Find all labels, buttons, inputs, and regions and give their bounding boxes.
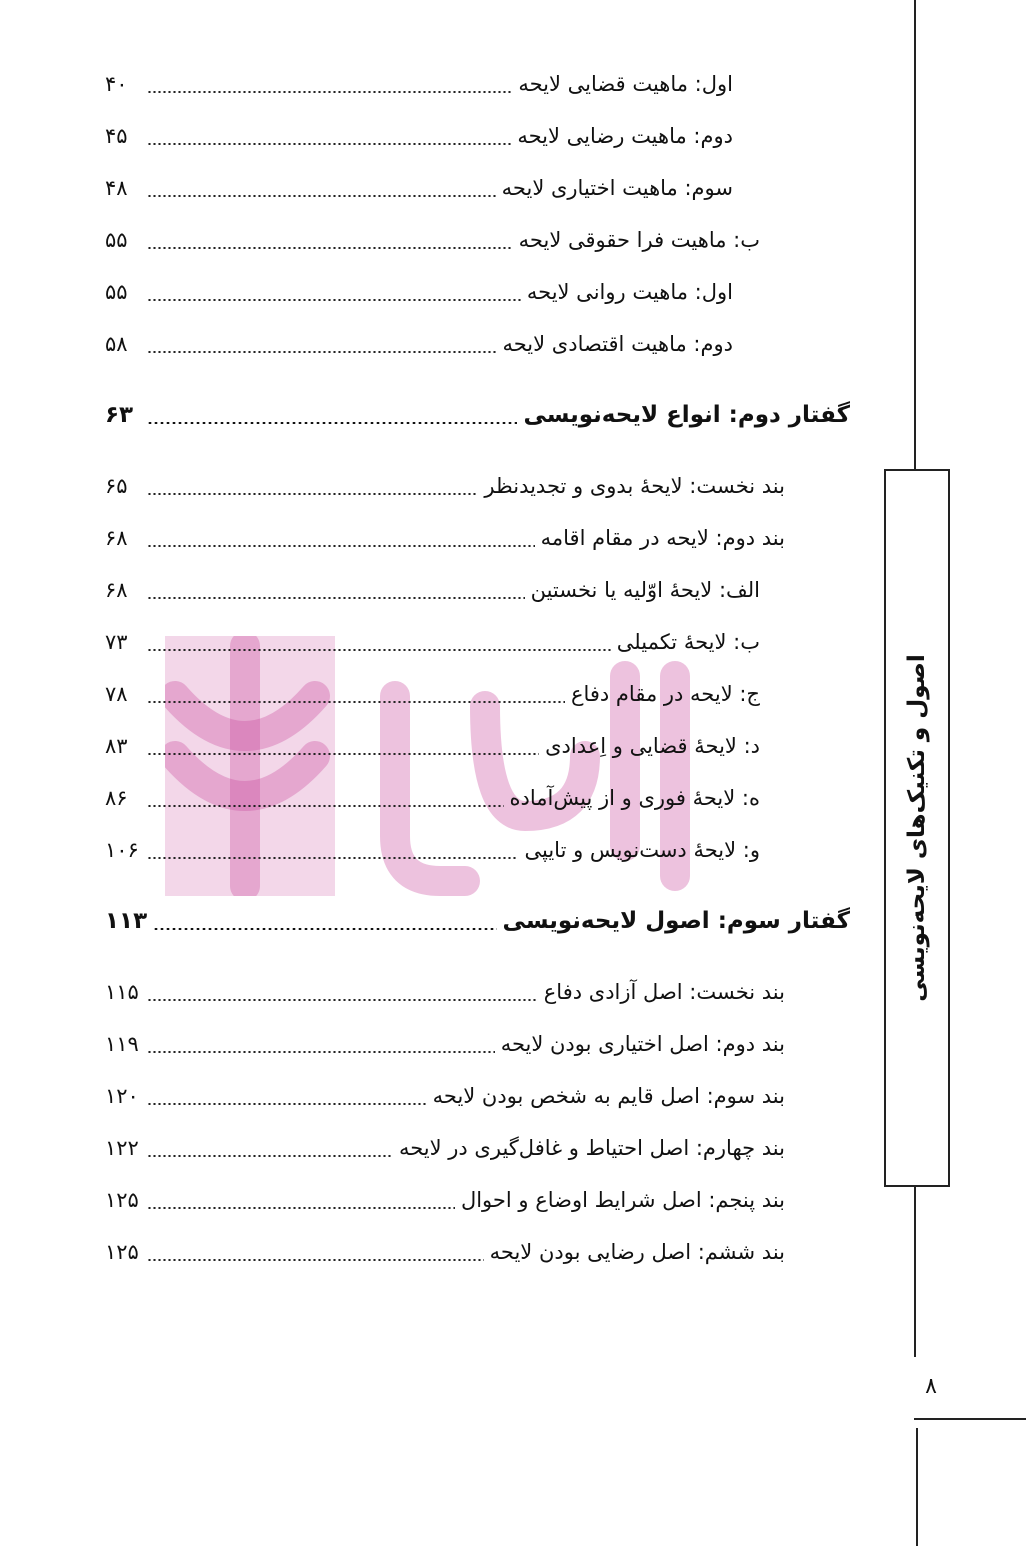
dot-leader (147, 143, 511, 145)
toc-entry-title: بند دوم: لایحه در مقام اقامه (540, 526, 785, 550)
toc-entry-title: بند دوم: اصل اختیاری بودن لایحه (500, 1032, 785, 1056)
toc-entry-page: ۱۲۰ (105, 1084, 139, 1108)
toc-entry-title: د: لایحهٔ قضایی و اِعدادی (545, 734, 760, 758)
toc-entry-title: ب: ماهیت فرا حقوقی لایحه (518, 228, 760, 252)
toc-entry-page: ۵۵ (105, 280, 128, 304)
toc-entry-title: اول: ماهیت روانی لایحه (526, 280, 733, 304)
dot-leader (147, 1155, 393, 1157)
toc-entry[interactable] (105, 64, 733, 104)
dot-leader (147, 422, 517, 424)
toc-entry[interactable] (105, 674, 760, 714)
toc-entry-page: ۱۱۵ (105, 980, 139, 1004)
toc-entry-title: بند نخست: لایحهٔ بدوی و تجدیدنظر (484, 474, 785, 498)
toc-entry[interactable] (105, 116, 733, 156)
dot-leader (147, 1051, 495, 1053)
toc-entry[interactable] (105, 466, 785, 506)
toc-entry-page: ۱۲۵ (105, 1240, 139, 1264)
toc-entry-title: بند سوم: اصل قایم به شخص بودن لایحه (432, 1084, 785, 1108)
toc-entry-page: ۵۵ (105, 228, 128, 252)
margin-rule-bottom (916, 1428, 918, 1546)
toc-entry[interactable] (105, 1076, 785, 1116)
toc-entry[interactable] (105, 570, 760, 610)
toc-entry-title: بند پنجم: اصل شرایط اوضاع و احوال (460, 1188, 785, 1212)
toc-chapter-entry[interactable] (105, 901, 850, 941)
dot-leader (147, 753, 539, 755)
dot-leader (147, 299, 521, 301)
toc-entry-page: ۱۰۶ (105, 838, 139, 862)
toc-chapter-title: گفتار دوم: انواع لایحه‌نویسی (523, 402, 850, 428)
toc-entry[interactable] (105, 220, 760, 260)
toc-entry-title: دوم: ماهیت رضایی لایحه (517, 124, 733, 148)
toc-entry-page: ۸۳ (105, 734, 128, 758)
dot-leader (147, 701, 565, 703)
toc-entry[interactable] (105, 168, 733, 208)
toc-entry-title: بند ششم: اصل رضایی بودن لایحه (489, 1240, 785, 1264)
toc-chapter-page: ۶۳ (105, 402, 134, 428)
page-number: ۸ (925, 1374, 937, 1399)
toc-entry-title: دوم: ماهیت اقتصادی لایحه (502, 332, 733, 356)
page-number-rule (914, 1418, 1026, 1420)
toc-entry-page: ۱۲۵ (105, 1188, 139, 1212)
toc-entry[interactable] (105, 272, 733, 312)
toc-entry-page: ۴۰ (105, 72, 128, 96)
toc-entry-title: سوم: ماهیت اختیاری لایحه (501, 176, 733, 200)
dot-leader (147, 597, 525, 599)
toc-chapter-page: ۱۱۳ (105, 908, 148, 934)
dot-leader (147, 545, 535, 547)
dot-leader (147, 1259, 484, 1261)
dot-leader (147, 91, 512, 93)
toc-entry-title: بند چهارم: اصل احتیاط و غافل‌گیری در لایحه (398, 1136, 785, 1160)
toc-entry-page: ۷۸ (105, 682, 128, 706)
toc-entry-page: ۸۶ (105, 786, 128, 810)
toc-entry[interactable] (105, 1232, 785, 1272)
toc-entry-title: الف: لایحهٔ اوّلیه یا نخستین (530, 578, 760, 602)
toc-entry-title: ه: لایحهٔ فوری و از پیش‌آماده (509, 786, 760, 810)
toc-entry-page: ۷۳ (105, 630, 128, 654)
dot-leader (147, 805, 504, 807)
toc-entry[interactable] (105, 518, 785, 558)
toc-entry-page: ۶۵ (105, 474, 128, 498)
toc-entry-page: ۶۸ (105, 526, 128, 550)
dot-leader (147, 1103, 427, 1105)
toc-entry[interactable] (105, 1128, 785, 1168)
toc-entry-title: بند نخست: اصل آزادی دفاع (543, 980, 785, 1004)
toc-entry[interactable] (105, 830, 760, 870)
dot-leader (153, 928, 496, 930)
toc-entry-page: ۱۲۲ (105, 1136, 139, 1160)
toc-entry-title: ب: لایحهٔ تکمیلی (616, 630, 760, 654)
toc-chapter-title: گفتار سوم: اصول لایحه‌نویسی (502, 908, 850, 934)
toc-entry-title: و: لایحهٔ دست‌نویس و تایپی (524, 838, 760, 862)
toc-entry-page: ۵۸ (105, 332, 128, 356)
toc-entry[interactable] (105, 972, 785, 1012)
toc-entry[interactable] (105, 778, 760, 818)
dot-leader (147, 1207, 455, 1209)
dot-leader (147, 649, 611, 651)
toc-entry[interactable] (105, 324, 733, 364)
toc-entry-page: ۴۵ (105, 124, 128, 148)
toc-entry[interactable] (105, 1180, 785, 1220)
toc-entry-page: ۱۱۹ (105, 1032, 139, 1056)
toc-entry[interactable] (105, 622, 760, 662)
dot-leader (147, 351, 496, 353)
toc-entry[interactable] (105, 1024, 785, 1064)
book-title: اصول و تکنیک‌های لایحه‌نویسی (904, 654, 930, 1002)
dot-leader (147, 999, 538, 1001)
dot-leader (147, 493, 478, 495)
toc-entry-page: ۶۸ (105, 578, 128, 602)
toc-chapter-entry[interactable] (105, 395, 850, 435)
toc-entry-page: ۴۸ (105, 176, 128, 200)
dot-leader (147, 247, 513, 249)
toc-entry[interactable] (105, 726, 760, 766)
toc-entry-title: اول: ماهیت قضایی لایحه (518, 72, 733, 96)
toc-entry-title: ج: لایحه در مقام دفاع (570, 682, 760, 706)
margin-rule-top (914, 0, 916, 469)
dot-leader (147, 857, 518, 859)
margin-rule-middle (914, 1187, 916, 1357)
dot-leader (147, 195, 496, 197)
